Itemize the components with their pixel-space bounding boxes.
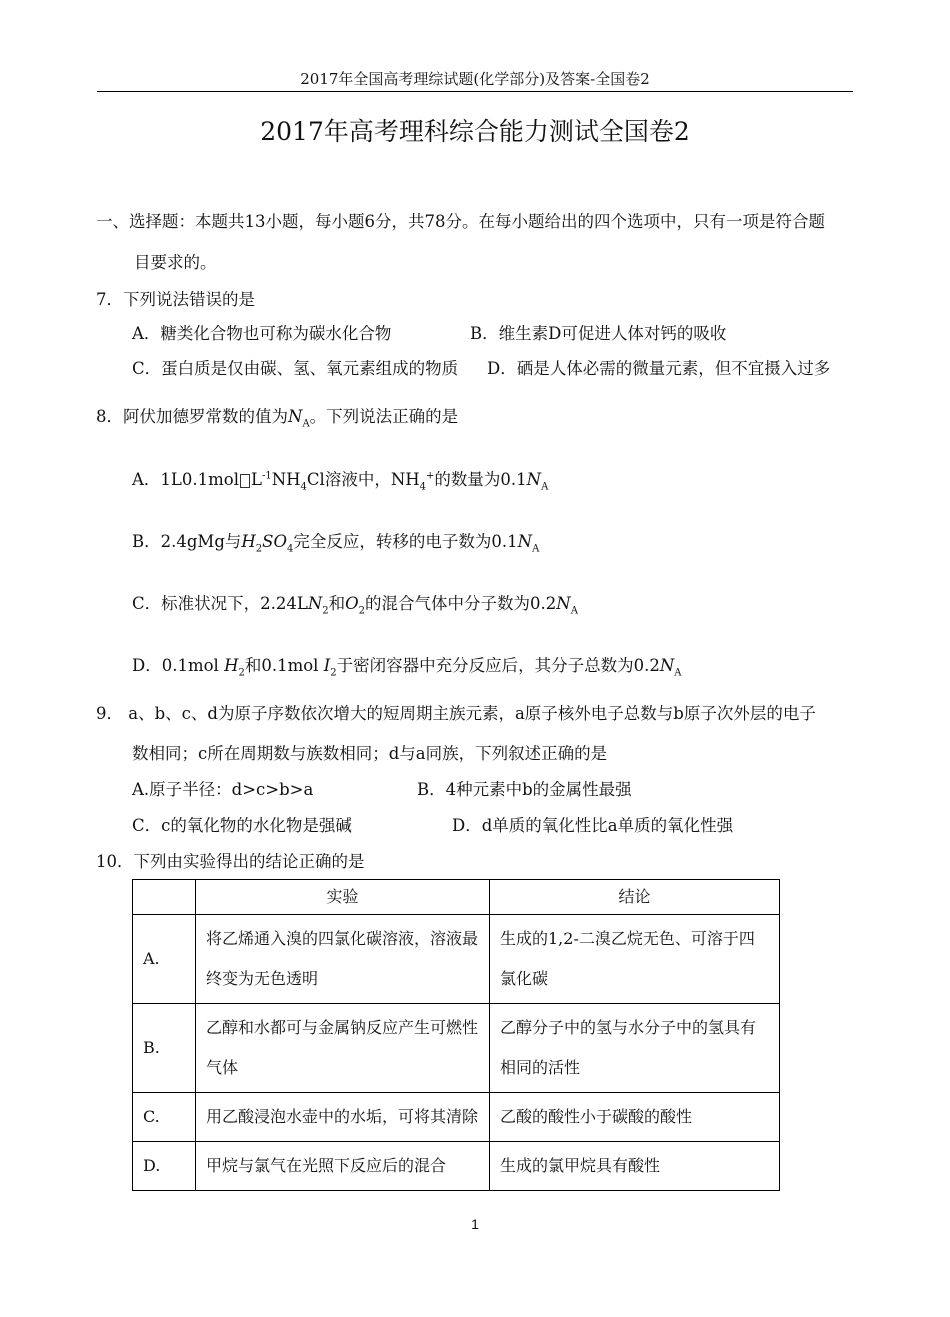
table-cell-conclusion: 生成的氯甲烷具有酸性 bbox=[490, 1142, 780, 1191]
header-rule bbox=[97, 91, 853, 92]
q9-stem-line2: 数相同；c所在周期数与族数相同；d与a同族，下列叙述正确的是 bbox=[132, 744, 608, 763]
q9-option-c: C．c的氧化物的水化物是强碱 bbox=[132, 816, 352, 835]
page-number: 1 bbox=[471, 1216, 479, 1232]
page-header: 2017年全国高考理综试题(化学部分)及答案-全国卷2 bbox=[300, 70, 650, 88]
table-row-label: B. bbox=[133, 1004, 196, 1093]
table-cell-experiment: 乙醇和水都可与金属钠反应产生可燃性气体 bbox=[196, 1004, 490, 1093]
table-cell-experiment: 将乙烯通入溴的四氯化碳溶液，溶液最终变为无色透明 bbox=[196, 915, 490, 1004]
page-title: 2017年高考理科综合能力测试全国卷2 bbox=[260, 117, 690, 146]
table-row bbox=[133, 1142, 780, 1191]
experiment-table bbox=[132, 879, 780, 1191]
q8-option-a: A．1L0.1mol $L^{-1}NH_4Cl$溶液中，$NH_4^+$的数量为$0.1N_A$ bbox=[132, 470, 549, 493]
q8-option-d: D．0.1mol $H_2$和0.1mol $I_2$于密闭容器中充分反应后，其分子总数为$0.2N_A$ bbox=[132, 656, 682, 679]
section-heading-line1: 一、选择题：本题共13小题，每小题6分，共78分。在每小题给出的四个选项中，只有一项是符合题 bbox=[96, 212, 825, 231]
q8-stem: 8．阿伏加德罗常数的值为$N_A$。下列说法正确的是 bbox=[96, 407, 459, 430]
unknown-glyph-box bbox=[240, 474, 250, 488]
table-header-row bbox=[133, 880, 780, 915]
table-cell-conclusion: 乙酸的酸性小于碳酸的酸性 bbox=[490, 1093, 780, 1142]
table-row bbox=[133, 1093, 780, 1142]
table-cell-experiment: 用乙酸浸泡水壶中的水垢，可将其清除 bbox=[196, 1093, 490, 1142]
q7-option-c: C．蛋白质是仅由碳、氢、氧元素组成的物质 bbox=[132, 359, 459, 378]
table-row-label: C. bbox=[133, 1093, 196, 1142]
q9-option-d: D．d单质的氧化性比a单质的氧化性强 bbox=[452, 816, 734, 835]
table-row-label: D. bbox=[133, 1142, 196, 1191]
table-row bbox=[133, 915, 780, 1004]
table-cell-experiment: 甲烷与氯气在光照下反应后的混合 bbox=[196, 1142, 490, 1191]
table-header-cell: 结论 bbox=[490, 880, 780, 915]
q10-stem: 10．下列由实验得出的结论正确的是 bbox=[96, 852, 365, 871]
table-cell-conclusion: 乙醇分子中的氢与水分子中的氢具有相同的活性 bbox=[490, 1004, 780, 1093]
q7-stem: 7．下列说法错误的是 bbox=[96, 290, 255, 309]
table-cell-conclusion: 生成的1,2-二溴乙烷无色、可溶于四氯化碳 bbox=[490, 915, 780, 1004]
q9-option-a: A.原子半径：d>c>b>a bbox=[132, 780, 314, 799]
q9-stem-line1: 9． a、b、c、d为原子序数依次增大的短周期主族元素，a原子核外电子总数与b原子次外层的电子 bbox=[96, 704, 816, 723]
table-row-label: A. bbox=[133, 915, 196, 1004]
table-row bbox=[133, 1004, 780, 1093]
q8-option-c: C．标准状况下，$2.24LN_2$和$O_2$的混合气体中分子数为$0.2N_A$ bbox=[132, 594, 578, 617]
section-heading-line2: 目要求的。 bbox=[134, 253, 217, 272]
q8-option-b: B．2.4gMg与$H_2SO_4$完全反应，转移的电子数为$0.1N_A$ bbox=[132, 532, 540, 555]
q9-option-b: B．4种元素中b的金属性最强 bbox=[417, 780, 632, 799]
q7-option-b: B．维生素D可促进人体对钙的吸收 bbox=[470, 324, 727, 343]
table-header-cell: 实验 bbox=[196, 880, 490, 915]
q7-option-d: D．硒是人体必需的微量元素，但不宜摄入过多 bbox=[487, 359, 831, 378]
q7-option-a: A．糖类化合物也可称为碳水化合物 bbox=[132, 324, 392, 343]
table-header-cell bbox=[133, 880, 196, 915]
